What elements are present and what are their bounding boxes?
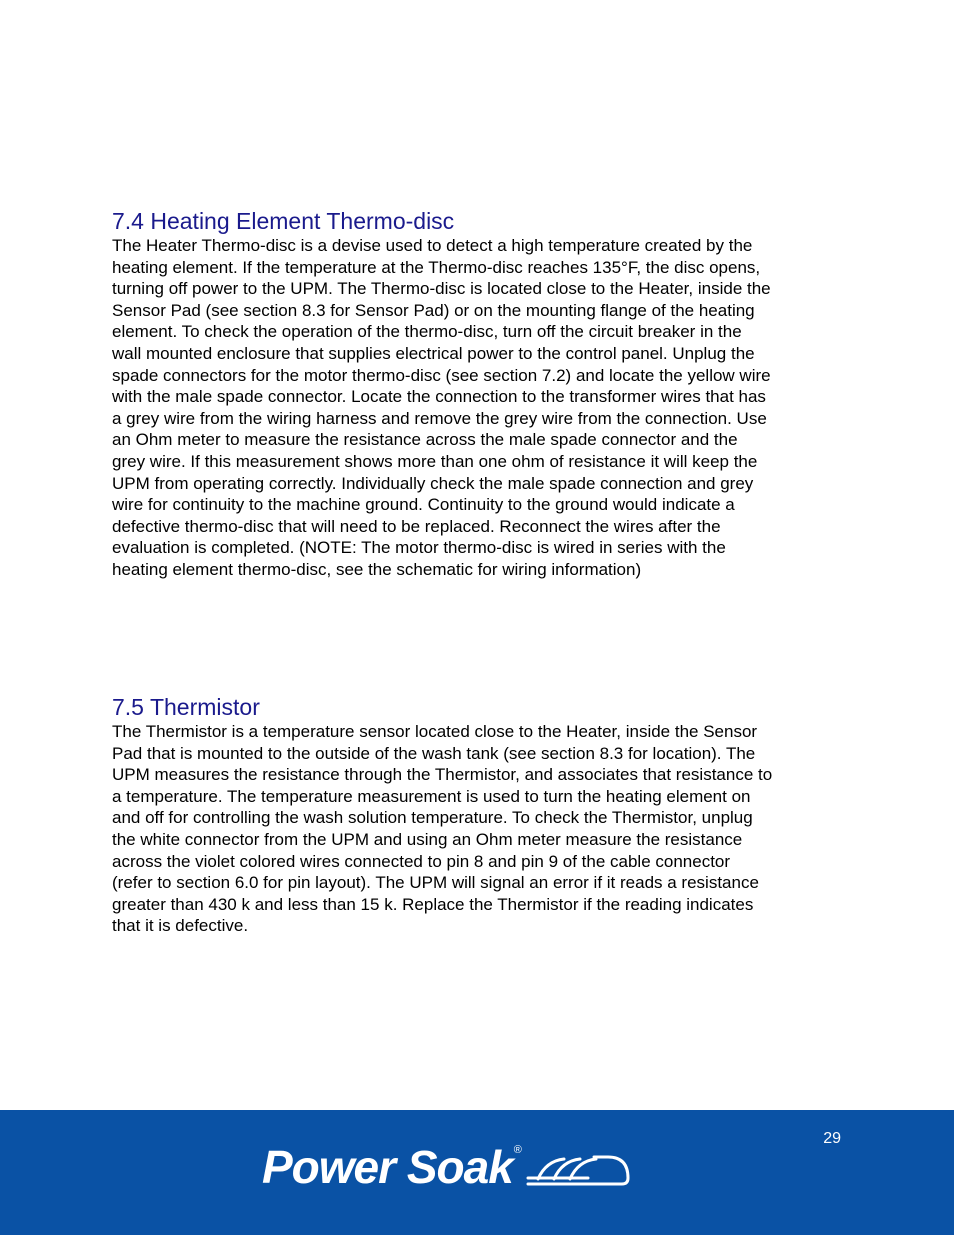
brand-logo	[262, 1140, 632, 1193]
section-heading: 7.5 Thermistor	[112, 694, 260, 720]
section-heading: 7.4 Heating Element Thermo-disc	[112, 208, 455, 234]
page-footer	[0, 1110, 954, 1235]
registered-mark: ®	[513, 1144, 522, 1156]
section-thermistor	[112, 693, 852, 937]
page-number: 29	[823, 1130, 841, 1147]
section-body: The Heater Thermo-disc is a devise used to detect a high temperature created by the heating element. If the temperature at the Thermo-disc reaches 135°F, the disc opens, turning off power to the UPM. The Thermo-disc is located close to the Heater, inside the Sensor Pad (see section 8.3 for Sensor Pad) or on the mounting flange of the heating element. To check the operation of the thermo-disc, turn off the circuit breaker in the wall mounted enclosure that supplies electrical power to the control panel. Unplug the spade connectors for the motor thermo-disc (see section 7.2) and locate the yellow wire with the male spade connector. Locate the connection to the transformer wires that has a grey wire from the wiring harness and remove the grey wire from the connection. Use an Ohm meter to measure the resistance across the male spade connector and the grey wire. If this measurement shows more than one ohm of resistance it will keep the UPM from operating correctly. Individually check the male spade connection and grey wire for continuity to the machine ground. Continuity to the ground would indicate a defective thermo-disc that will need to be replaced. Reconnect the wires after the evaluation is completed. (NOTE: The motor thermo-disc is wired in series with the heating element thermo-disc, see the schematic for wiring information)	[112, 236, 771, 579]
section-body: The Thermistor is a temperature sensor located close to the Heater, inside the Sensor Pad that is mounted to the outside of the wash tank (see section 8.3 for location). The UPM measures the resistance through the Thermistor, and associates that resistance to a temperature. The temperature measurement is used to turn the heating element on and off for controlling the wash solution temperature. To check the Thermistor, unplug the white connector from the UPM and using an Ohm meter measure the resistance across the violet colored wires connected to pin 8 and pin 9 of the cable connector (refer to section 6.0 for pin layout). The UPM will signal an error if it reads a resistance greater than 430 k and less than 15 k. Replace the Thermistor if the reading indicates that it is defective.	[112, 722, 773, 936]
logo-wordmark: Power Soak	[262, 1141, 513, 1193]
section-heating-element-thermo-disc	[112, 207, 852, 581]
wave-swoosh-icon	[524, 1151, 632, 1187]
